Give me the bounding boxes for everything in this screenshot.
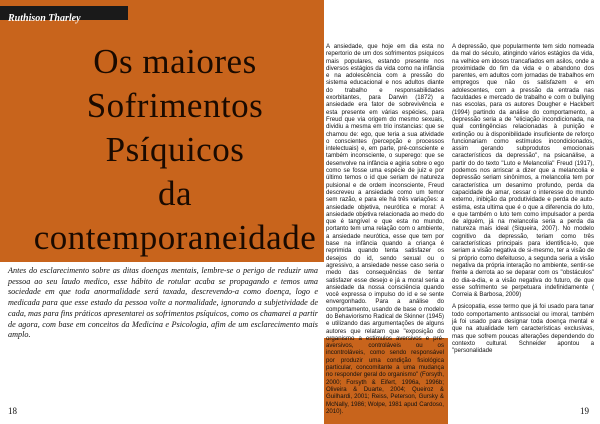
column-2-paragraph-2: A psicopatia, esse termo que já foi usado para tanar todo comportamento antissocial ou imoral, também já foi usado para designar toda doença mental e que na atualidade tem características exclusivas, mas que sofrem poucas alterações dependendo do contexto cultural. Schneider apontou a "personalidade — [452, 303, 594, 355]
title-line-5: contemporaneidade — [33, 218, 317, 257]
page-number-right: 19 — [580, 406, 589, 416]
title-line-1: Os maiores — [93, 42, 257, 81]
article-title — [30, 40, 320, 260]
page-number-left: 18 — [8, 406, 17, 416]
title-line-4: da — [157, 174, 193, 213]
title-line-3: Psíquicos — [105, 130, 245, 169]
intro-paragraph: Antes do esclarecimento sobre as ditas doenças mentais, lembre-se o perigo de reduzir uma pessoa ao seu laudo medico, esse hábito de rotular acaba se propagando e temos uma sociedade em que toda anormalidade será taxada, descrevendo-a como doença, logo e medicada para que esse estado da pessoa volte a normalidade, ignorando a subjetividade de cada, mas para fins práticos apresentarei os sofrimentos psíquicos, como os chamarei a partir de agora, com base em conceitos da Medicina e Psicologia, afim de um esclarecimento mais amplo. — [8, 266, 318, 340]
author-tab — [0, 6, 128, 24]
body-column-2 — [452, 43, 594, 359]
title-line-2: Sofrimentos — [86, 86, 264, 125]
column-2-paragraph-1: A depressão, que popularmente tem sido nomeada da mal do século, atingindo vários estágios da vida, na velhice em idosos trancafiados em asilos, onde a proximidade do fim da vida e o abandono dos parentes, em adultos com jornadas de trabalhos em empregos que não os satisfazem e em adolescentes, com a pressão da entrada nas faculdades e mercado de trabalho e com o bullying nas escolas, para os autores Dougher e Hackbert (1994) partindo da análise do comportamento, a depressão seria a de "eliciação incondicionada, na qual contingências relacionadas à punição e extinção ou à disponibilidade insuficiente de reforço funcionariam como estímulos incondicionados, assim gerando subprodutos emocionais característicos da depressão", na psicanálise, a partir do do texto "Luto e Melancolia" Freud (1917), podemos nos arriscar a dizer que a melancolia e depressão seriam sinônimos, a melancolia tem por característica um desanimo profundo, perda da capacidade de amar, cessar o interesse do mundo externo, inibição da produtividade e perda de auto-estima, esta ultima que é o que a diferencia do luto, e que também o luto tem como impulsador a perda de alguém, já na melancolia seria a perda da natureza mais ideal (Siqueira, 2007). No modelo cognitivo da depressão, teriam como três características principais para identifica-lo, que seriam a visão negativa de si-mesmo, ter a visão de si próprio como defeituoso, a segunda seria a visão negativa da própria interação no ambiente, sentir-se frente a derrota ao se deparar com os "obstáculos" do dia-a-dia, e a visão negativa do futuro, de que esse sofrimento se perpetuara indefinidamente ( Correia & Barbosa, 2009) — [452, 43, 594, 299]
author-name: Ruthison Tharley — [8, 13, 81, 24]
body-column-1: A ansiedade, que hoje em dia esta no repertorio de um dos sofrimentos psíquicos mais populares, estando presente nos diversos estágios da vida como na infância e na adolescência com a pressão do sistema educacional e nos adultos diante do trabalho e responsabilidades exorbitantes, para Darwin (1872) a ansiedade era fator de sobrevivência e esta presente em várias espécies, para Freud que via origem do mesmo sexuais, dividiu a mesma em trio instancias: que se chamou de: ego, que teria a sua atividade o conscientes (percepção e processos intelectuais) e, em parte, pré-consciente e também inconsciente, o superego: que se desenvolve na infância e agiria sobre o ego como se fosse uma espécie de juiz e por último temos o id que seriam de natureza pulsional e de ordem inconsciente, Freud descreveu a ansiedade como um temor sem razão, e para ele há três variações: a ansiedade objetiva, neurótica e moral: A ansiedade objetiva relacionada ao medo do que é tangível e que esta no mundo, portanto tem uma relação com o ambiente, a ansiedade neurótica, esse que tem por base na infância quando a criança é reprimida quando tenta satisfazer os desejos do id, sendo sexual ou o agressivo, a ansiedade nesse caso seria o medo das consequências de tentar satisfazer esse desejo e já a moral seria a ansiedade da nossa consciência quando você expressa o impulso do id e se sente envergonhado. Para a análise do comportamento, usando de base o modelo do Behaviorismo Radical de Skinner (1945) e utilizando das argumentações de alguns autores que relatam que "exposição do organismo a estímulos aversivos e pré-aversivos, controláveis ou os incontroláveis, como sendo responsável por produzir uma condição fisiológica particular, concomitante a uma mudança no responder geral do organismo" (Forsyth, 2000; Forsyth & Eifert, 1996a, 1996b; Oliveira & Duarte, 2004; Queiroz & Guilhardi, 2001; Reiss, Peterson, Gursky & McNally, 1986; Wolpe, 1981 apud Cardoso, 2010). — [326, 43, 444, 415]
